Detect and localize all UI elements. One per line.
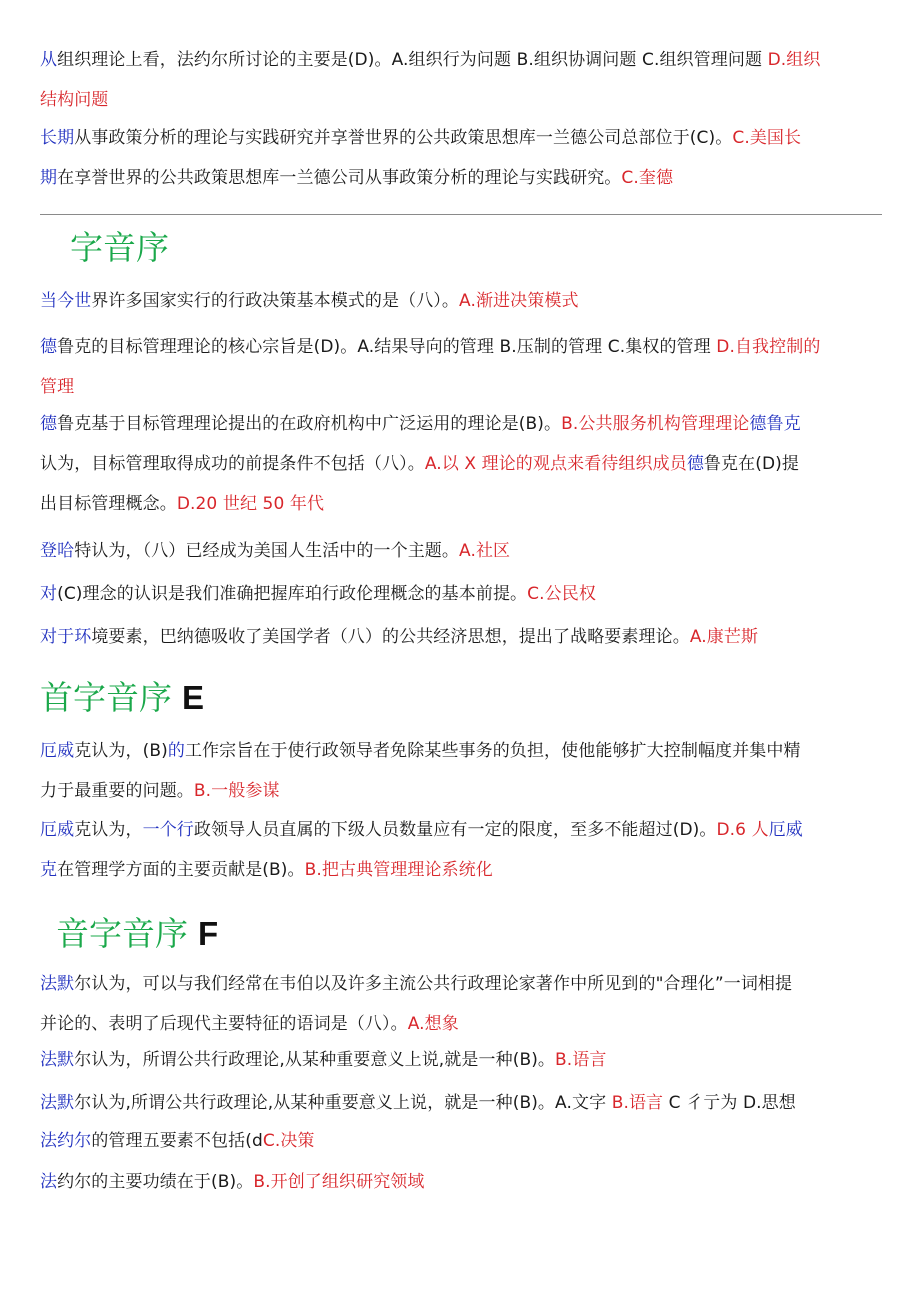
text-line bbox=[40, 80, 882, 120]
question-text: 认为，目标管理取得成功的前提条件不包括（八）。 bbox=[40, 454, 425, 474]
question-text: 工作宗旨在于使行政领导者免除某些事务的负担，使他能够扩大控制幅度并集中精 bbox=[184, 741, 801, 761]
question-text: 政领导人员直属的下级人员数量应有一定的限度，至多不能超过(D)。 bbox=[193, 820, 717, 840]
keyword-highlight: 对 bbox=[40, 584, 58, 604]
answer-text: C.公民权 bbox=[527, 584, 596, 604]
keyword-highlight: 对于环 bbox=[40, 627, 92, 647]
keyword-highlight: 的 bbox=[167, 741, 185, 761]
question-paragraph bbox=[40, 964, 882, 1044]
text-line bbox=[40, 118, 882, 158]
question-text: 界许多国家实行的行政决策基本模式的是（八）。 bbox=[91, 291, 460, 311]
answer-text: 管理 bbox=[40, 377, 75, 397]
answer-text: A.以 X 理论的观点来看待组织成员 bbox=[424, 454, 687, 474]
question-text: 克认为， bbox=[74, 820, 143, 840]
keyword-highlight: 法默 bbox=[40, 974, 75, 994]
answer-text: C.奎德 bbox=[621, 168, 674, 188]
keyword-highlight: 克 bbox=[40, 860, 58, 880]
question-text: 克认为，(B) bbox=[74, 741, 168, 761]
question-text: 鲁克在(D)提 bbox=[703, 454, 799, 474]
text-line bbox=[40, 367, 882, 407]
text-line bbox=[40, 731, 882, 771]
keyword-highlight: 德鲁克 bbox=[749, 414, 801, 434]
question-paragraph bbox=[40, 1121, 882, 1161]
text-line bbox=[40, 327, 882, 367]
keyword-highlight: 厄威 bbox=[40, 741, 75, 761]
question-paragraph bbox=[40, 810, 882, 890]
text-line bbox=[40, 444, 882, 484]
keyword-highlight: 厄威 bbox=[40, 820, 75, 840]
question-text: 约尔的主要功绩在于(B)。 bbox=[57, 1172, 254, 1192]
question-text: 尔认为,所谓公共行政理论,从某种重要意义上说，就是一种(B)。A.文字 bbox=[74, 1093, 612, 1113]
keyword-highlight: 一个行 bbox=[142, 820, 194, 840]
answer-text: B.开创了组织研究领域 bbox=[253, 1172, 425, 1192]
text-line bbox=[40, 404, 882, 444]
answer-text: B.语言 bbox=[611, 1093, 664, 1113]
text-line bbox=[40, 158, 882, 198]
question-text: 的管理五要素不包括(d bbox=[91, 1131, 263, 1151]
question-text: 从事政策分析的理论与实践研究并享誉世界的公共政策思想库一兰德公司总部位于(C)。 bbox=[74, 128, 733, 148]
question-text: 尔认为，可以与我们经常在韦伯以及许多主流公共行政理论家著作中所见到的"合理化”一词相提 bbox=[74, 974, 793, 994]
keyword-highlight: 法默 bbox=[40, 1050, 75, 1070]
answer-text: 结构问题 bbox=[40, 90, 109, 110]
keyword-highlight: 期 bbox=[40, 168, 58, 188]
text-line bbox=[40, 850, 882, 890]
answer-text: D.6 人 bbox=[716, 820, 769, 840]
question-paragraph bbox=[40, 1162, 882, 1202]
keyword-highlight: 厄威 bbox=[768, 820, 803, 840]
section-heading-letter: F bbox=[198, 915, 219, 952]
keyword-highlight: 法默 bbox=[40, 1093, 75, 1113]
answer-text: A.渐进决策模式 bbox=[459, 291, 579, 311]
text-line bbox=[40, 617, 882, 657]
keyword-highlight: 登哈 bbox=[40, 541, 75, 561]
section-divider bbox=[40, 214, 882, 215]
text-line bbox=[40, 1004, 882, 1044]
answer-text: B.一般参谋 bbox=[193, 781, 280, 801]
question-paragraph bbox=[40, 617, 882, 657]
section-heading-text: 字音序 bbox=[70, 228, 169, 267]
question-text: 出目标管理概念。 bbox=[40, 494, 177, 514]
keyword-highlight: 法 bbox=[40, 1172, 58, 1192]
text-line bbox=[40, 40, 882, 80]
question-text: 在管理学方面的主要贡献是(B)。 bbox=[57, 860, 305, 880]
question-text: 鲁克基于目标管理理论提出的在政府机构中广泛运用的理论是(B)。 bbox=[57, 414, 562, 434]
text-line bbox=[40, 1083, 882, 1123]
text-line bbox=[40, 1162, 882, 1202]
answer-text: D.组织 bbox=[767, 50, 821, 70]
question-text: 境要素，巴纳德吸收了美国学者（八）的公共经济思想，提出了战略要素理论。 bbox=[91, 627, 690, 647]
question-paragraph bbox=[40, 731, 882, 811]
text-line bbox=[40, 771, 882, 811]
text-line bbox=[40, 574, 882, 614]
answer-text: C.决策 bbox=[262, 1131, 315, 1151]
keyword-highlight: 当今世 bbox=[40, 291, 92, 311]
question-text: 尔认为，所谓公共行政理论,从某种重要意义上说,就是一种(B)。 bbox=[74, 1050, 556, 1070]
answer-text: B.公共服务机构管理理论 bbox=[561, 414, 750, 434]
section-heading-letter: E bbox=[182, 679, 205, 716]
answer-text: A.社区 bbox=[459, 541, 511, 561]
question-paragraph bbox=[40, 1040, 882, 1080]
question-text: C 彳亍为 D.思想 bbox=[663, 1093, 796, 1113]
answer-text: B.语言 bbox=[555, 1050, 607, 1070]
question-paragraph bbox=[40, 574, 882, 614]
text-line bbox=[40, 1040, 882, 1080]
question-text: 特认为，（八）已经成为美国人生活中的一个主题。 bbox=[74, 541, 460, 561]
question-paragraph bbox=[40, 118, 882, 198]
section-heading bbox=[40, 676, 204, 720]
question-paragraph bbox=[40, 531, 882, 571]
question-paragraph bbox=[40, 404, 882, 524]
keyword-highlight: 德 bbox=[686, 454, 704, 474]
question-text: 组织理论上看，法约尔所讨论的主要是(D)。A.组织行为问题 B.组织协调问题 C.组织管理问题 bbox=[57, 50, 768, 70]
answer-text: C.美国长 bbox=[732, 128, 802, 148]
keyword-highlight: 德 bbox=[40, 337, 58, 357]
text-line bbox=[40, 281, 882, 321]
question-text: 力于最重要的问题。 bbox=[40, 781, 194, 801]
answer-text: A.康芒斯 bbox=[689, 627, 759, 647]
question-paragraph bbox=[40, 1083, 882, 1123]
answer-text: D.自我控制的 bbox=[716, 337, 821, 357]
text-line bbox=[40, 1121, 882, 1161]
keyword-highlight: 德 bbox=[40, 414, 58, 434]
section-heading bbox=[56, 912, 218, 956]
keyword-highlight: 长期 bbox=[40, 128, 75, 148]
keyword-highlight: 从 bbox=[40, 50, 58, 70]
text-line bbox=[40, 964, 882, 1004]
question-text: 鲁克的目标管理理论的核心宗旨是(D)。A.结果导向的管理 B.压制的管理 C.集权的管理 bbox=[57, 337, 717, 357]
question-text: 并论的、表明了后现代主要特征的语词是（八）。 bbox=[40, 1014, 408, 1034]
keyword-highlight: 法约尔 bbox=[40, 1131, 92, 1151]
answer-text: D.20 世纪 50 年代 bbox=[176, 494, 325, 514]
answer-text: B.把古典管理理论系统化 bbox=[304, 860, 493, 880]
question-text: 在享誉世界的公共政策思想库一兰德公司从事政策分析的理论与实践研究。 bbox=[57, 168, 622, 188]
question-paragraph bbox=[40, 327, 882, 407]
answer-text: A.想象 bbox=[407, 1014, 459, 1034]
text-line bbox=[40, 810, 882, 850]
question-paragraph bbox=[40, 281, 882, 321]
question-paragraph bbox=[40, 40, 882, 120]
section-heading-text: 音字音序 bbox=[56, 914, 188, 953]
section-heading-text: 首字音序 bbox=[40, 678, 172, 717]
section-heading bbox=[70, 226, 169, 270]
question-text: (C)理念的认识是我们准确把握库珀行政伦理概念的基本前提。 bbox=[57, 584, 528, 604]
text-line bbox=[40, 484, 882, 524]
text-line bbox=[40, 531, 882, 571]
